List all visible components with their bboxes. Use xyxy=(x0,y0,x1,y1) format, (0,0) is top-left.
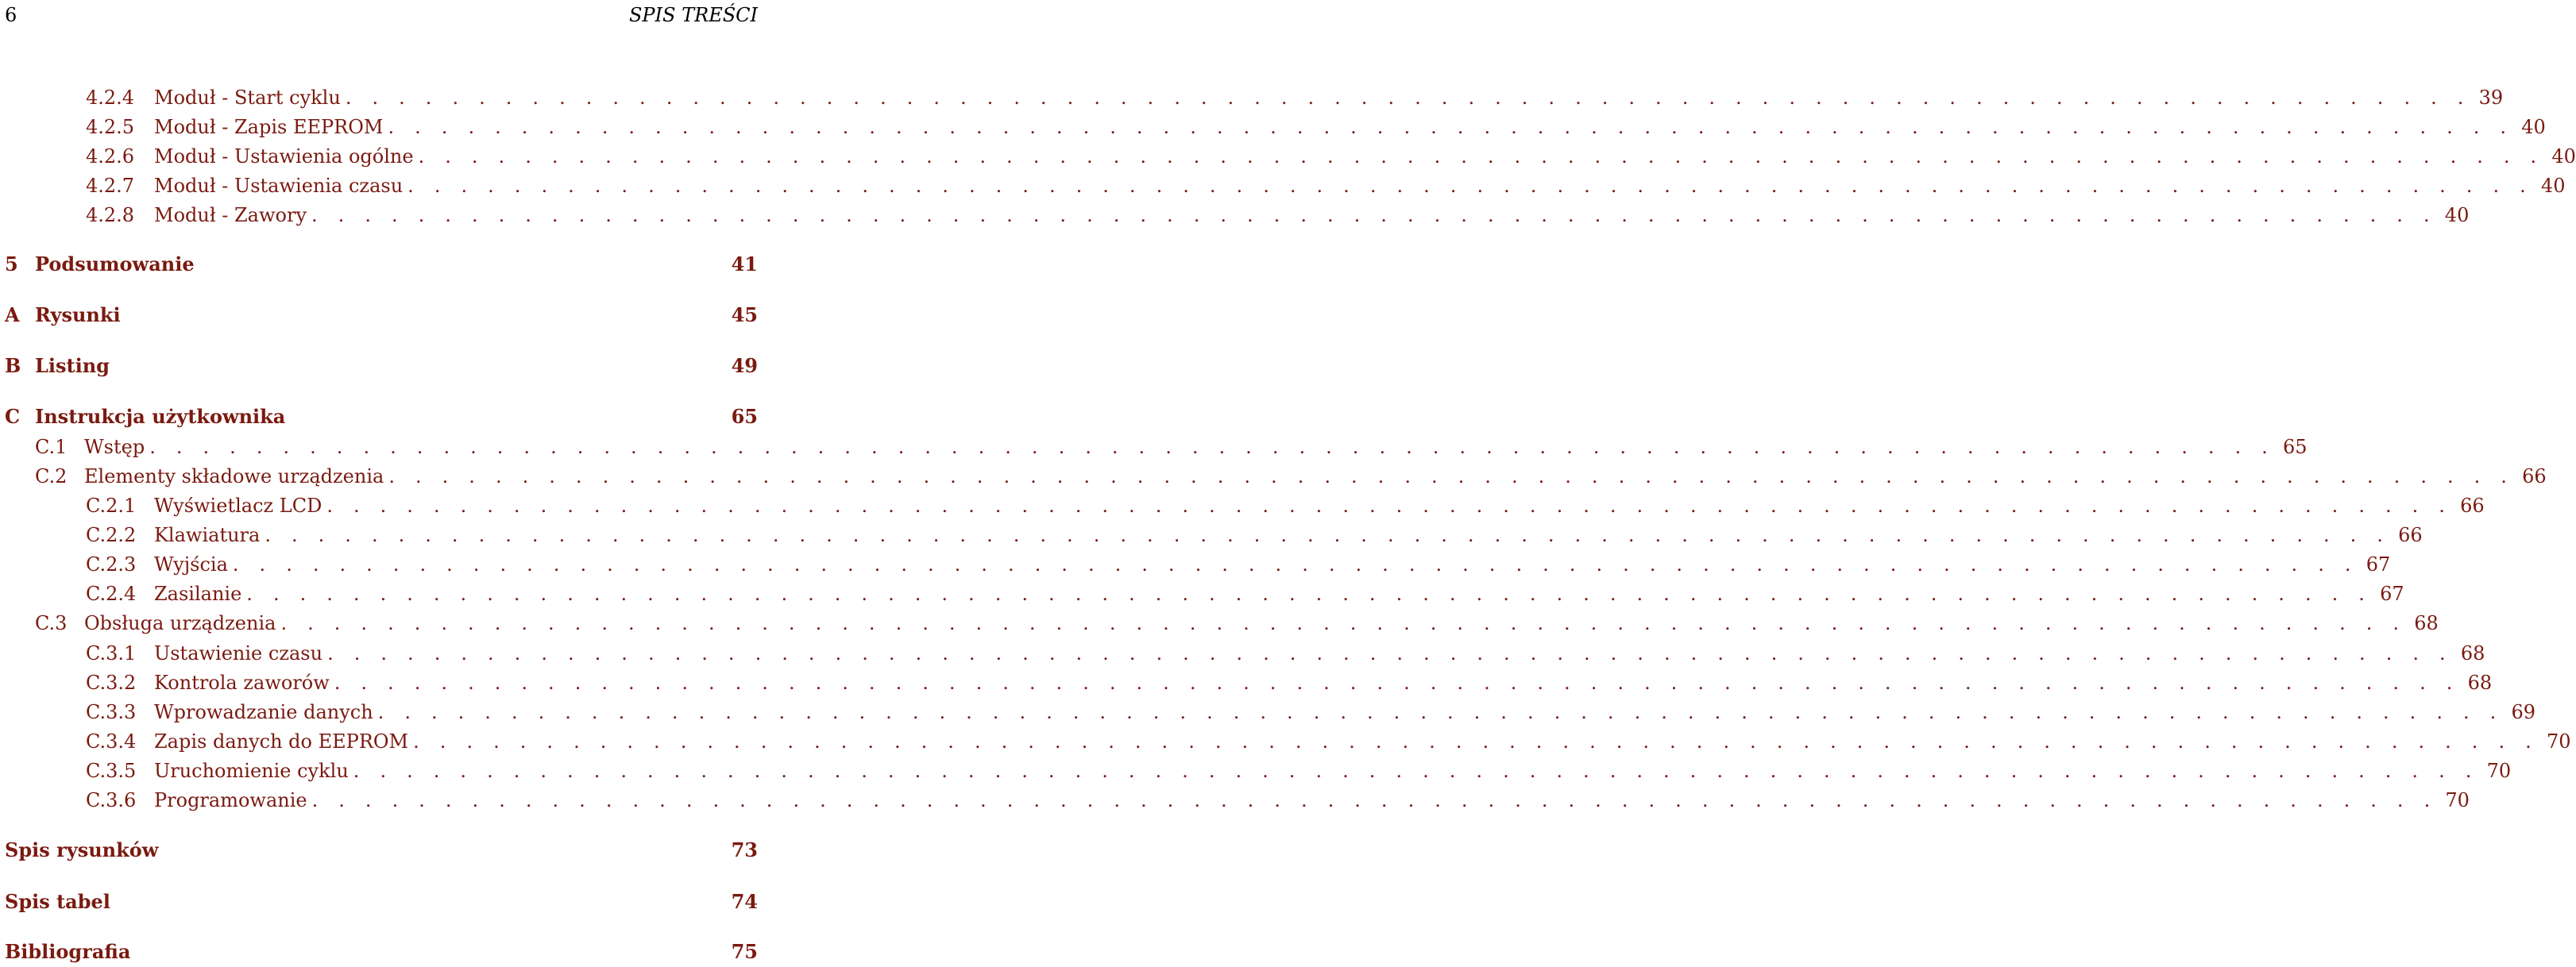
dot-leader: . . . . . . . . . . . . . . . . . . . . . . . . . . . . . . . . . . . . . . . . . . . . . . . . . . . . . . . . . . . . . . . . . . . . . . . . . . . . . . . . xyxy=(388,116,2514,138)
toc-entry-page[interactable]: 39 xyxy=(2478,87,2504,109)
toc-entry-title[interactable]: Uruchomienie cyklu xyxy=(154,760,349,782)
toc-entry-title[interactable]: Rysunki xyxy=(35,303,121,326)
toc-entry[interactable] xyxy=(5,580,2404,607)
toc-entry-number: 4.2.6 xyxy=(86,145,135,168)
toc-entry-title[interactable]: Programowanie xyxy=(154,789,307,811)
toc-entry[interactable] xyxy=(5,728,2571,755)
toc-entry-number: 4.2.8 xyxy=(86,204,135,226)
toc-entry-number: 4.2.4 xyxy=(86,87,135,109)
toc-entry-page[interactable]: 70 xyxy=(2486,760,2512,782)
toc-entry-number: C.3.5 xyxy=(86,760,137,782)
toc-entry-title[interactable]: Spis rysunków xyxy=(5,838,159,861)
toc-entry-number: C.2.4 xyxy=(86,583,137,605)
toc-entry-number: C.1 xyxy=(35,436,68,458)
dot-leader: . . . . . . . . . . . . . . . . . . . . . . . . . . . . . . . . . . . . . . . . . . . . . . . . . . . . . . . . . . . . . . . . . . . . . . . . . . . . . . . . xyxy=(149,436,2275,458)
toc-entry-number: C xyxy=(5,405,21,428)
dot-leader: . . . . . . . . . . . . . . . . . . . . . . . . . . . . . . . . . . . . . . . . . . . . . . . . . . . . . . . . . . . . . . . . . . . . . . . . . . . . . . . . xyxy=(311,204,2437,226)
toc-entry[interactable] xyxy=(5,669,2493,696)
toc-entry-title[interactable]: Moduł - Start cyklu xyxy=(154,87,341,109)
toc-entry-title[interactable]: Ustawienie czasu xyxy=(154,642,323,665)
dot-leader: . . . . . . . . . . . . . . . . . . . . . . . . . . . . . . . . . . . . . . . . . . . . . . . . . . . . . . . . . . . . . . . . . . . . . . . . . . . . . . . . xyxy=(407,175,2533,197)
toc-entry[interactable] xyxy=(5,522,2423,549)
toc-entry-number: C.3.3 xyxy=(86,701,137,723)
toc-entry-title[interactable]: Listing xyxy=(35,354,110,377)
toc-entry[interactable] xyxy=(5,403,758,430)
toc-entry[interactable] xyxy=(5,640,2485,667)
dot-leader: . . . . . . . . . . . . . . . . . . . . . . . . . . . . . . . . . . . . . . . . . . . . . . . . . . . . . . . . . . . . . . . . . . . . . . . . . . . . . . . . xyxy=(345,87,2471,109)
toc-entry-title[interactable]: Spis tabel xyxy=(5,890,110,913)
dot-leader: . . . . . . . . . . . . . . . . . . . . . . . . . . . . . . . . . . . . . . . . . . . . . . . . . . . . . . . . . . . . . . . . . . . . . . . . . . . . . . . . xyxy=(280,612,2407,634)
toc-entry-page[interactable]: 68 xyxy=(2414,612,2439,634)
toc-entry-title[interactable]: Obsługa urządzenia xyxy=(84,612,276,634)
toc-entry-page[interactable]: 40 xyxy=(2540,175,2566,197)
dot-leader: . . . . . . . . . . . . . . . . . . . . . . . . . . . . . . . . . . . . . . . . . . . . . . . . . . . . . . . . . . . . . . . . . . . . . . . . . . . . . . . . xyxy=(418,145,2544,168)
toc-entry-number: C.3 xyxy=(35,612,68,634)
toc-entry[interactable] xyxy=(5,699,2536,726)
toc-entry-page[interactable]: 68 xyxy=(2460,642,2485,665)
page-number: 6 xyxy=(5,4,17,26)
dot-leader: . . . . . . . . . . . . . . . . . . . . . . . . . . . . . . . . . . . . . . . . . . . . . . . . . . . . . . . . . . . . . . . . . . . . . . . . . . . . . . . . xyxy=(388,465,2515,487)
toc-entry[interactable] xyxy=(5,202,2470,229)
toc-entry-title[interactable]: Elementy składowe urządzenia xyxy=(84,465,384,487)
dot-leader: . . . . . . . . . . . . . . . . . . . . . . . . . . . . . . . . . . . . . . . . . . . . . . . . . . . . . . . . . . . . . . . . . . . . . . . . . . . . . . . . xyxy=(377,701,2504,723)
toc-entry-page[interactable]: 65 xyxy=(2283,436,2308,458)
toc-entry-page[interactable]: 45 xyxy=(731,303,758,326)
toc-entry-number: C.2.3 xyxy=(86,553,137,576)
toc-entry-page[interactable]: 73 xyxy=(731,838,758,861)
toc-entry-page[interactable]: 41 xyxy=(731,252,758,275)
toc-entry[interactable] xyxy=(5,84,2504,111)
toc-entry-title[interactable]: Zasilanie xyxy=(154,583,242,605)
toc-entry-title[interactable]: Wstęp xyxy=(84,436,145,458)
toc-entry[interactable] xyxy=(5,492,2485,519)
toc-entry-page[interactable]: 49 xyxy=(731,354,758,377)
dot-leader: . . . . . . . . . . . . . . . . . . . . . . . . . . . . . . . . . . . . . . . . . . . . . . . . . . . . . . . . . . . . . . . . . . . . . . . . . . . . . . . . xyxy=(327,642,2453,665)
toc-entry-page[interactable]: 68 xyxy=(2467,672,2493,694)
toc-entry-title[interactable]: Klawiatura xyxy=(154,524,261,546)
toc-entry-page[interactable]: 66 xyxy=(2460,495,2485,517)
toc-entry-title[interactable]: Wyświetlacz LCD xyxy=(154,495,322,517)
toc-entry[interactable] xyxy=(5,463,2547,490)
toc-entry-number: C.2 xyxy=(35,465,68,487)
toc-entry-title[interactable]: Moduł - Zawory xyxy=(154,204,307,226)
toc-entry[interactable] xyxy=(5,757,2512,784)
dot-leader: . . . . . . . . . . . . . . . . . . . . . . . . . . . . . . . . . . . . . . . . . . . . . . . . . . . . . . . . . . . . . . . . . . . . . . . . . . . . . . . . xyxy=(311,789,2438,811)
running-title: SPIS TREŚCI xyxy=(628,4,758,26)
toc-entry-title[interactable]: Zapis danych do EEPROM xyxy=(154,730,409,753)
toc-entry-number: C.3.6 xyxy=(86,789,137,811)
toc-entry-page[interactable]: 40 xyxy=(2444,204,2470,226)
toc-entry-number: C.2.2 xyxy=(86,524,137,546)
toc-entry[interactable] xyxy=(5,302,758,329)
dot-leader: . . . . . . . . . . . . . . . . . . . . . . . . . . . . . . . . . . . . . . . . . . . . . . . . . . . . . . . . . . . . . . . . . . . . . . . . . . . . . . . . xyxy=(353,760,2479,782)
dot-leader: . . . . . . . . . . . . . . . . . . . . . . . . . . . . . . . . . . . . . . . . . . . . . . . . . . . . . . . . . . . . . . . . . . . . . . . . . . . . . . . . xyxy=(334,672,2460,694)
toc-entry-title[interactable]: Moduł - Ustawienia czasu xyxy=(154,175,404,197)
dot-leader: . . . . . . . . . . . . . . . . . . . . . . . . . . . . . . . . . . . . . . . . . . . . . . . . . . . . . . . . . . . . . . . . . . . . . . . . . . . . . . . . xyxy=(246,583,2373,605)
toc-entry-title[interactable]: Moduł - Ustawienia ogólne xyxy=(154,145,414,168)
toc-entry-page[interactable]: 65 xyxy=(731,405,758,428)
toc-entry-title[interactable]: Kontrola zaworów xyxy=(154,672,330,694)
toc-entry[interactable] xyxy=(5,610,2439,637)
toc-entry-title[interactable]: Podsumowanie xyxy=(35,252,195,275)
toc-entry-page[interactable]: 70 xyxy=(2445,789,2470,811)
dot-leader: . . . . . . . . . . . . . . . . . . . . . . . . . . . . . . . . . . . . . . . . . . . . . . . . . . . . . . . . . . . . . . . . . . . . . . . . . . . . . . . . xyxy=(413,730,2539,753)
toc-entry-page[interactable]: 69 xyxy=(2511,701,2536,723)
toc-entry-title[interactable]: Bibliografia xyxy=(5,940,131,963)
toc-entry[interactable] xyxy=(5,551,2391,578)
toc-entry-number: C.2.1 xyxy=(86,495,137,517)
toc-entry-number: 5 xyxy=(5,252,18,275)
toc-entry[interactable] xyxy=(5,837,758,864)
toc-entry-number: A xyxy=(5,303,20,326)
page-header xyxy=(5,2,758,29)
toc-entry-page[interactable]: 75 xyxy=(731,940,758,963)
toc-entry-page[interactable]: 70 xyxy=(2546,730,2571,753)
toc-entry-number: C.3.1 xyxy=(86,642,137,665)
toc-entry-number: B xyxy=(5,354,21,377)
toc-entry-title[interactable]: Wyjścia xyxy=(154,553,228,576)
toc-entry[interactable] xyxy=(5,938,758,965)
toc-entry[interactable] xyxy=(5,433,2308,460)
toc-entry-title[interactable]: Wprowadzanie danych xyxy=(154,701,373,723)
toc-entry-page[interactable]: 40 xyxy=(2521,116,2546,138)
toc-entry-title[interactable]: Instrukcja użytkownika xyxy=(35,405,286,428)
toc-entry[interactable] xyxy=(5,888,758,915)
toc-entry-page[interactable]: 74 xyxy=(731,890,758,913)
dot-leader: . . . . . . . . . . . . . . . . . . . . . . . . . . . . . . . . . . . . . . . . . . . . . . . . . . . . . . . . . . . . . . . . . . . . . . . . . . . . . . . . xyxy=(265,524,2391,546)
toc-entry[interactable] xyxy=(5,114,2546,141)
toc-entry-page[interactable]: 67 xyxy=(2380,583,2404,605)
toc-entry-number: 4.2.5 xyxy=(86,116,135,138)
toc-entry[interactable] xyxy=(5,172,2566,199)
toc-entry-number: C.3.2 xyxy=(86,672,137,694)
toc-entry-page[interactable]: 66 xyxy=(2398,524,2423,546)
toc-entry[interactable] xyxy=(5,353,758,379)
toc-entry-page[interactable]: 66 xyxy=(2522,465,2547,487)
dot-leader: . . . . . . . . . . . . . . . . . . . . . . . . . . . . . . . . . . . . . . . . . . . . . . . . . . . . . . . . . . . . . . . . . . . . . . . . . . . . . . . . xyxy=(326,495,2453,517)
toc-entry[interactable] xyxy=(5,787,2470,814)
toc-entry[interactable] xyxy=(5,143,2576,170)
dot-leader: . . . . . . . . . . . . . . . . . . . . . . . . . . . . . . . . . . . . . . . . . . . . . . . . . . . . . . . . . . . . . . . . . . . . . . . . . . . . . . . . xyxy=(232,553,2358,576)
toc-entry[interactable] xyxy=(5,251,758,278)
toc-entry-number: 4.2.7 xyxy=(86,175,135,197)
toc-entry-page[interactable]: 67 xyxy=(2366,553,2391,576)
toc-entry-title[interactable]: Moduł - Zapis EEPROM xyxy=(154,116,384,138)
toc-entry-number: C.3.4 xyxy=(86,730,137,753)
toc-entry-page[interactable]: 40 xyxy=(2551,145,2576,168)
